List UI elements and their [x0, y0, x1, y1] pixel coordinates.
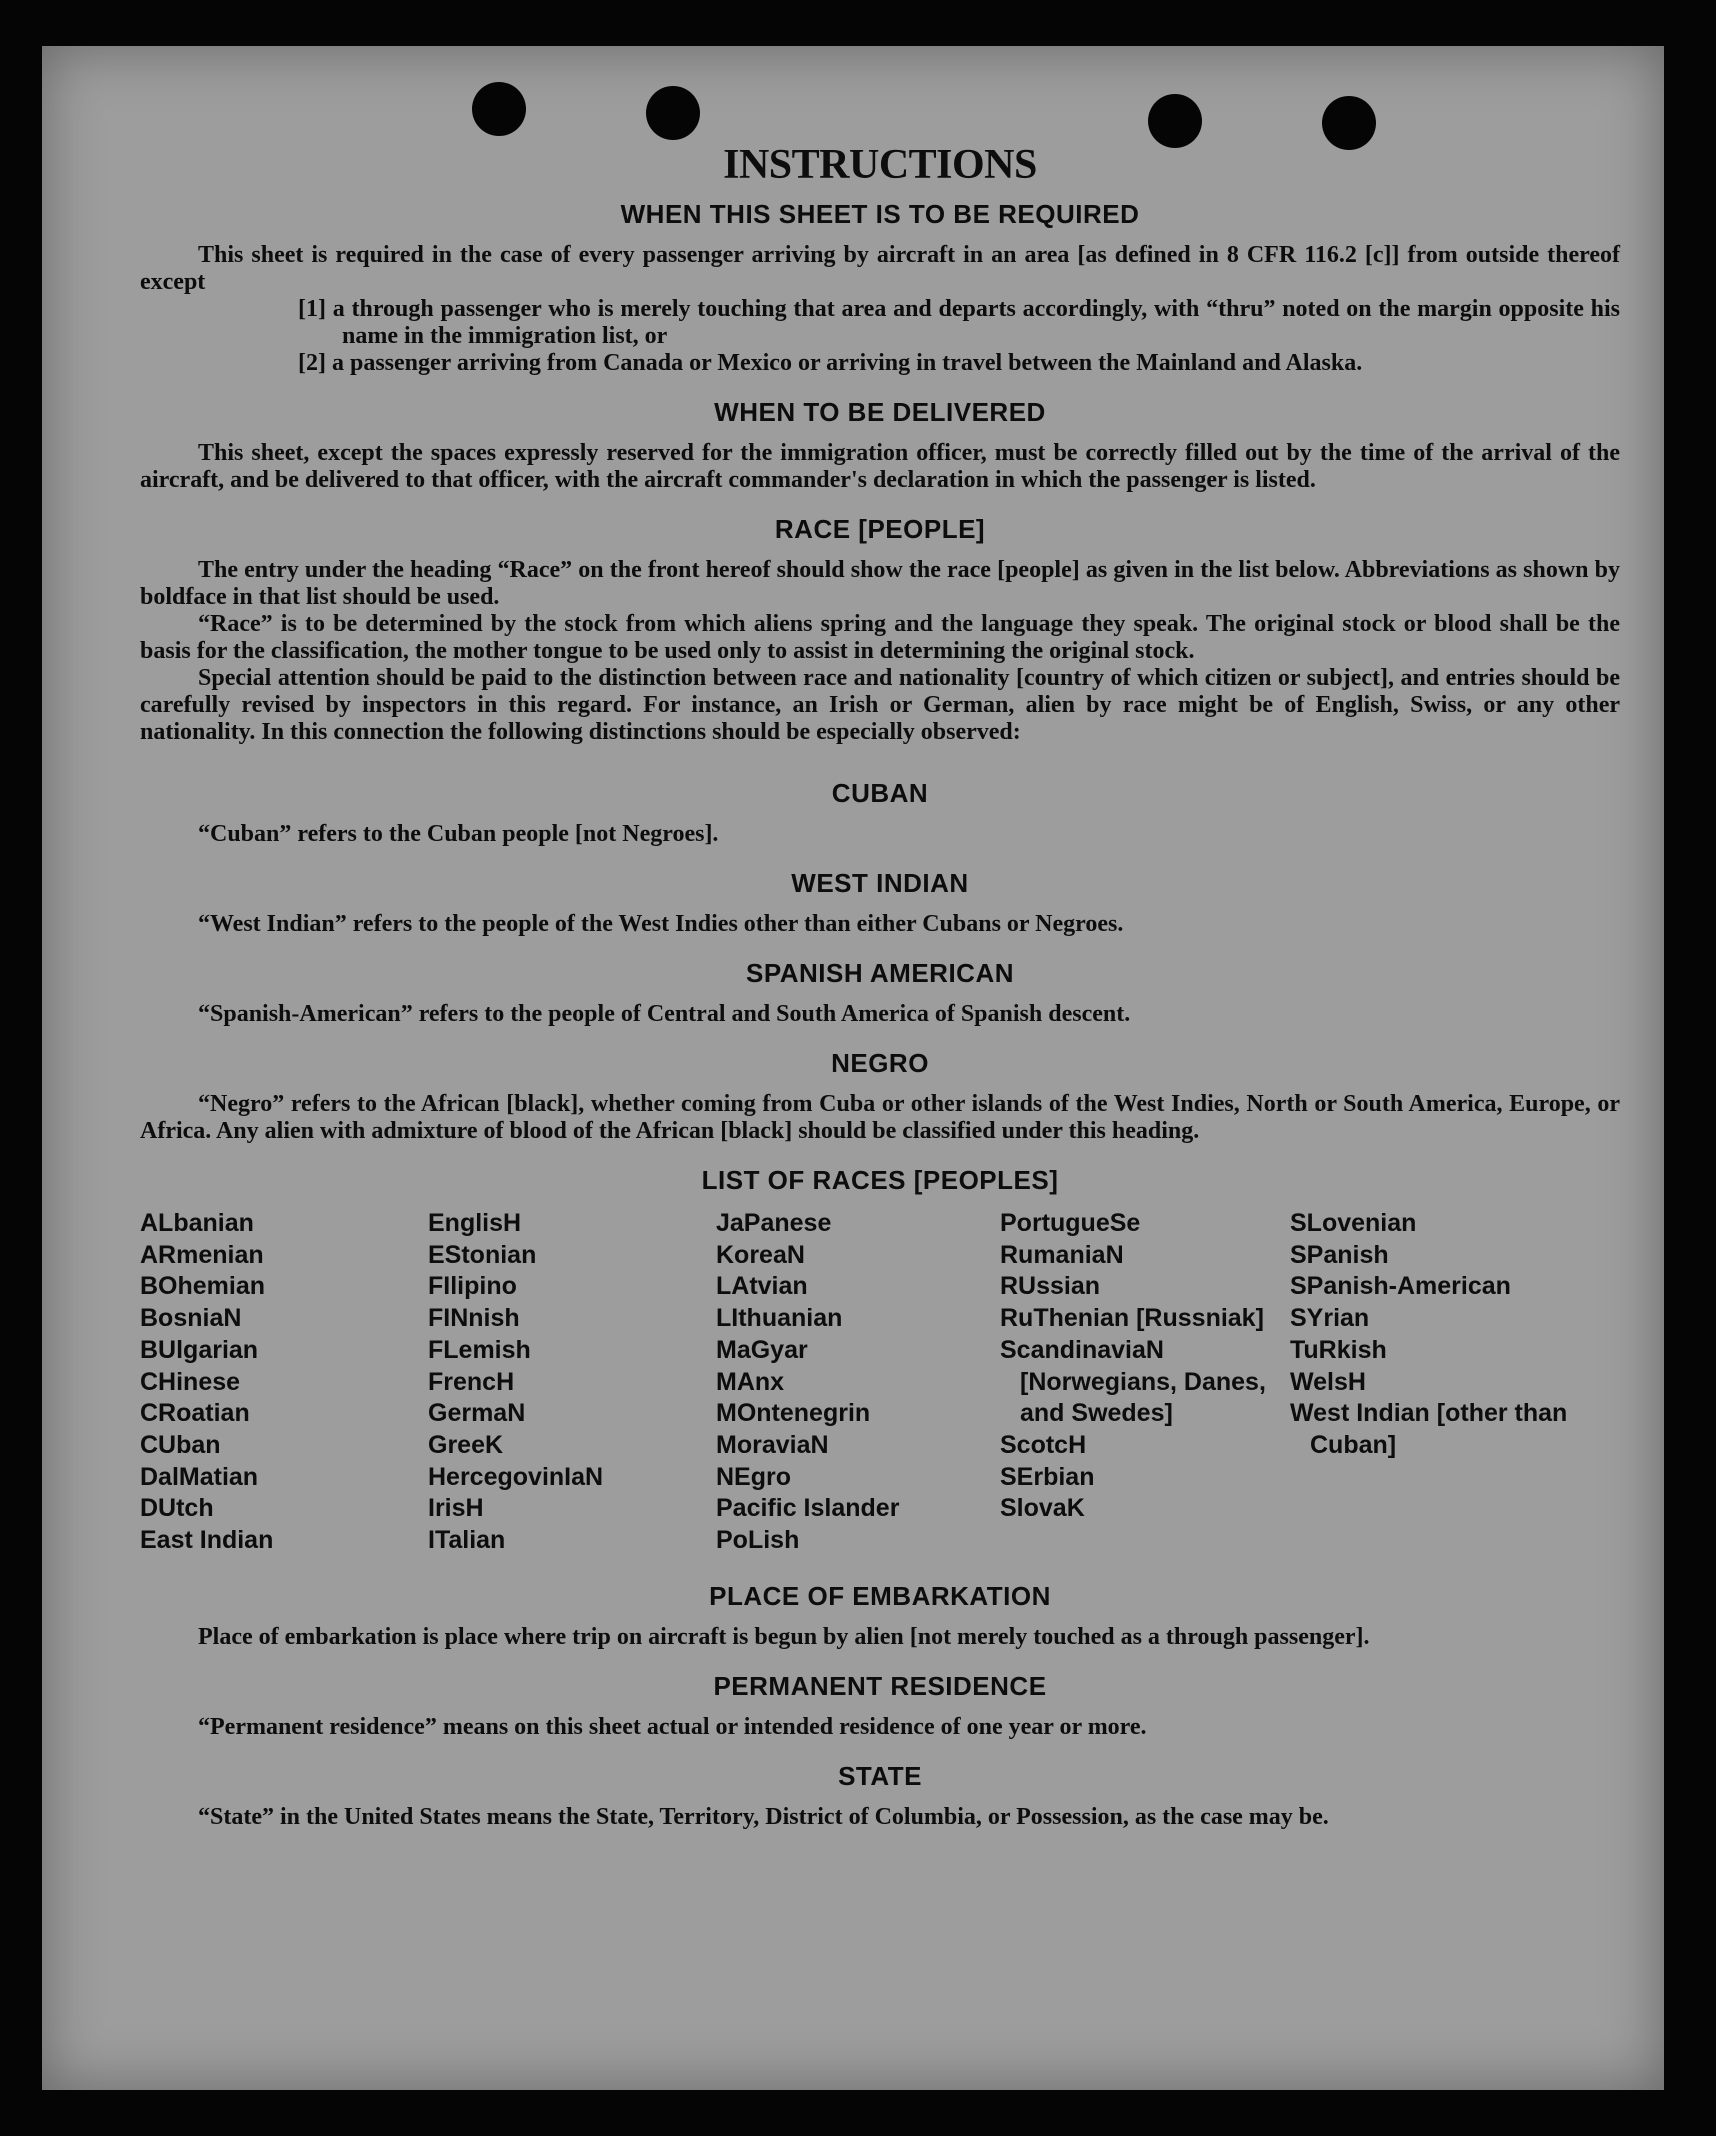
- race-item: DalMatian: [140, 1462, 259, 1491]
- race-item: FrencH: [428, 1367, 515, 1396]
- race-item: DUtch: [140, 1494, 214, 1523]
- race-item: WelsH: [1290, 1367, 1366, 1396]
- heading-spanish-american: SPANISH AMERICAN: [745, 958, 1014, 988]
- race-item: JaPanese: [716, 1209, 832, 1237]
- cuban-text: “Cuban” refers to the Cuban people [not Negroes].: [198, 821, 719, 847]
- race-item: ScandinaviaN [Norwegians, Danes, and Swedes]: [1000, 1335, 1273, 1428]
- race-item: SPanish-American: [1290, 1272, 1511, 1301]
- race-item: CUban: [140, 1430, 221, 1459]
- heading-delivered: WHEN TO BE DELIVERED: [714, 397, 1046, 427]
- race-item: MAnx: [716, 1367, 785, 1396]
- race-item: Pacific Islander: [716, 1494, 900, 1523]
- required-item-2: [2] a passenger arriving from Canada or Mexico or arriving in travel between the Mainland and Alaska.: [298, 350, 1363, 376]
- embarkation-text: Place of embarkation is place where trip on aircraft is begun by alien [not merely touched as a through passenger].: [198, 1623, 1370, 1650]
- race-item: ALbanian: [140, 1209, 254, 1237]
- race-item: LAtvian: [716, 1272, 808, 1301]
- punch-hole-2: [646, 86, 700, 140]
- race-item: East Indian: [140, 1526, 274, 1555]
- race-item: MaGyar: [716, 1335, 808, 1364]
- races-list: [140, 1208, 1620, 1557]
- race-item: CRoatian: [140, 1399, 250, 1428]
- race-item: EStonian: [428, 1240, 537, 1269]
- race-item: West Indian [other than Cuban]: [1290, 1399, 1575, 1459]
- race-item: GermaN: [428, 1399, 526, 1428]
- race-item: PortugueSe: [1000, 1209, 1141, 1237]
- races-column-4: [1000, 1208, 1290, 1557]
- heading-list-of-races: LIST OF RACES [PEOPLES]: [701, 1165, 1059, 1195]
- heading-state: STATE: [838, 1760, 922, 1791]
- required-intro: This sheet is required in the case of every passenger arriving by aircraft in an area [as defined in 8 CFR 116.2 [c]] from outside thereof except: [140, 242, 1620, 295]
- residence-text: “Permanent residence” means on this sheet actual or intended residence of one year or more.: [198, 1713, 1147, 1740]
- punch-hole-3: [1148, 94, 1202, 148]
- west-indian-text: “West Indian” refers to the people of the West Indies other than either Cubans or Negroes.: [198, 911, 1124, 937]
- race-item: BosniaN: [140, 1304, 242, 1333]
- race-item: NEgro: [716, 1462, 791, 1491]
- race-item: RuThenian [Russniak]: [1000, 1304, 1264, 1333]
- races-column-1: [140, 1208, 428, 1557]
- instructions-content: [140, 141, 1620, 1831]
- race-item: HercegovinIaN: [428, 1462, 604, 1491]
- race-item: IrisH: [428, 1494, 484, 1523]
- race-item: KoreaN: [716, 1240, 805, 1269]
- heading-embarkation: PLACE OF EMBARKATION: [709, 1580, 1051, 1611]
- race-item: MOntenegrin: [716, 1399, 871, 1428]
- race-item: ITalian: [428, 1526, 506, 1555]
- race-item: SErbian: [1000, 1462, 1095, 1491]
- race-item: BOhemian: [140, 1272, 266, 1301]
- required-item-1: [1] a through passenger who is merely touching that area and departs accordingly, with “thru” noted on the margin opposite his name in the immigration list, or: [298, 296, 1620, 349]
- race-item: SYrian: [1290, 1304, 1370, 1333]
- document-page: [42, 46, 1664, 2090]
- race-item: BUlgarian: [140, 1335, 259, 1364]
- races-column-2: [428, 1208, 716, 1557]
- heading-race: RACE [PEOPLE]: [774, 514, 986, 544]
- race-item: LIthuanian: [716, 1304, 843, 1333]
- negro-text: “Negro” refers to the African [black], whether coming from Cuba or other islands of the West Indies, North or South America, Europe, or Africa. Any alien with admixture of blood of the African [black] should be classified under this heading.: [140, 1091, 1620, 1144]
- race-item: SLovenian: [1290, 1209, 1417, 1237]
- race-item: RumaniaN: [1000, 1240, 1124, 1269]
- race-item: SlovaK: [1000, 1494, 1085, 1523]
- race-paragraph-2: “Race” is to be determined by the stock from which aliens spring and the language they speak. The original stock or blood shall be the basis for the classification, the mother tongue to be used only to assist in determining the original stock.: [140, 611, 1620, 664]
- races-column-5: [1290, 1208, 1590, 1557]
- races-column-3: [716, 1208, 1000, 1557]
- race-item: TuRkish: [1290, 1335, 1387, 1364]
- race-item: FINnish: [428, 1304, 520, 1333]
- race-item: EnglisH: [428, 1209, 522, 1237]
- race-item: SPanish: [1290, 1240, 1389, 1269]
- race-paragraph-1: The entry under the heading “Race” on the front hereof should show the race [people] as given in the list below. Abbreviations as shown by boldface in that list should be used.: [140, 557, 1620, 610]
- race-item: PoLish: [716, 1526, 800, 1555]
- race-item: GreeK: [428, 1430, 504, 1459]
- punch-hole-1: [472, 82, 526, 136]
- race-item: FIlipino: [428, 1272, 517, 1301]
- heading-cuban: CUBAN: [831, 778, 929, 808]
- delivered-text: This sheet, except the spaces expressly reserved for the immigration officer, must be correctly filled out by the time of the arrival of the aircraft, and be delivered to that officer, with the aircraft commander's declaration in which the passenger is listed.: [140, 440, 1620, 493]
- race-item: ScotcH: [1000, 1430, 1087, 1459]
- heading-permanent-residence: PERMANENT RESIDENCE: [713, 1670, 1047, 1701]
- heading-negro: NEGRO: [831, 1048, 929, 1078]
- race-item: MoraviaN: [716, 1430, 829, 1459]
- heading-west-indian: WEST INDIAN: [791, 868, 969, 898]
- race-item: FLemish: [428, 1335, 531, 1364]
- race-paragraph-3: Special attention should be paid to the distinction between race and nationality [country of which citizen or subject], and entries should be carefully revised by inspectors in this regard. For instance, an Irish or German, alien by race might be of English, Swiss, or any other nationality. In this connection the following distinctions should be especially observed:: [140, 665, 1620, 745]
- spanish-american-text: “Spanish-American” refers to the people of Central and South America of Spanish descent.: [198, 1001, 1131, 1027]
- heading-required: WHEN THIS SHEET IS TO BE REQUIRED: [620, 199, 1140, 229]
- state-text: “State” in the United States means the State, Territory, District of Columbia, or Possession, as the case may be.: [198, 1803, 1329, 1830]
- race-item: CHinese: [140, 1367, 241, 1396]
- race-item: RUssian: [1000, 1272, 1101, 1301]
- race-item: ARmenian: [140, 1240, 264, 1269]
- page-title: INSTRUCTIONS: [723, 142, 1037, 188]
